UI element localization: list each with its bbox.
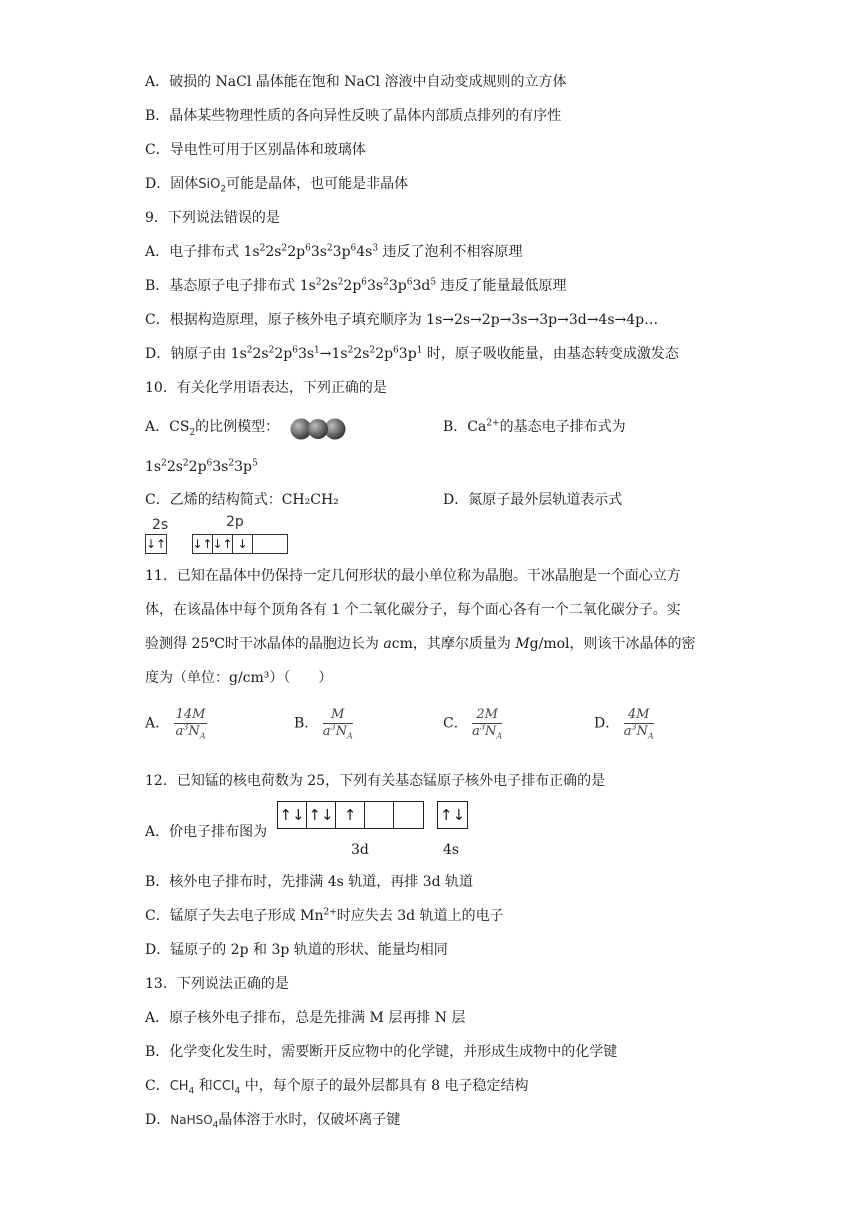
sio2-formula: SiO$_2$	[198, 177, 227, 195]
q11-line2: 体，在该晶体中每个顶角各有 1 个二氧化碳分子，每个面心各有一个二氧化碳分子。实	[145, 602, 681, 618]
q9-option-b: B．基态原子电子排布式 $1s^22s^22p^63s^23p^63d^5$ 违反了能量最低原理	[145, 277, 567, 294]
q11-option-c: C． $\frac{2M}{a^3N_A}$	[443, 707, 503, 741]
q10-stem: 10．有关化学用语表达，下列正确的是	[145, 380, 387, 396]
orbital-label-4s: 4s	[443, 842, 460, 858]
q8-option-c: C．导电性可用于区别晶体和玻璃体	[145, 142, 366, 158]
q10-b-config: $1s^22s^22p^63s^23p^5$	[145, 458, 258, 475]
orbital-box-3d	[277, 801, 424, 829]
q8-option-d	[145, 174, 408, 195]
orbital-cell	[365, 802, 394, 828]
orbital-cell	[253, 535, 287, 553]
q13-option-a: A．原子核外电子排布，总是先排满 M 层再排 N 层	[145, 1010, 466, 1026]
orbital-cell: ↑↓	[307, 802, 336, 828]
q11-option-b: B． $\frac{M}{a^3N_A}$	[294, 707, 353, 741]
q8-d-suffix: 可能是晶体，也可能是非晶体	[226, 176, 409, 192]
orbital-cell: ↓	[233, 535, 253, 553]
q10-option-c: C．乙烯的结构简式：CH₂CH₂	[145, 492, 339, 508]
orbital-cell: ↑↓	[278, 802, 307, 828]
q13-stem: 13．下列说法正确的是	[145, 976, 289, 992]
q12-option-c: C．锰原子失去电子形成 $Mn^{2+}$时应失去 3d 轨道上的电子	[145, 907, 504, 924]
q11-option-a: A． $\frac{14M}{a^3N_A}$	[145, 707, 206, 741]
q8-d-prefix: D．固体	[145, 176, 199, 192]
q12-stem: 12．已知锰的核电荷数为 25，下列有关基态锰原子核外电子排布正确的是	[145, 773, 606, 789]
q11-line1: 11．已知在晶体中仍保持一定几何形状的最小单位称为晶胞。干冰晶胞是一个面心立方	[145, 568, 681, 584]
orbital-cell: ↑	[336, 802, 365, 828]
q12-option-a: A．价电子排布图为	[145, 824, 268, 840]
q10-option-b: B．$Ca^{2+}$的基态电子排布式为	[443, 418, 626, 435]
cs2-space-filling-model-icon	[290, 417, 346, 441]
q11-option-d: D． $\frac{4M}{a^3N_A}$	[594, 707, 654, 741]
q11-line4: 度为（单位：g/cm³）（ ）	[145, 670, 333, 686]
q8-option-b: B．晶体某些物理性质的各向异性反映了晶体内部质点排列的有序性	[145, 108, 562, 124]
orbital-box-2p	[192, 534, 288, 554]
orbital-label-3d: 3d	[351, 842, 369, 858]
q11-line3: 验测得 25℃时干冰晶体的晶胞边长为 acm，其摩尔质量为 Mg/mol，则该干冰晶体的密	[145, 636, 696, 652]
q9-option-a: A．电子排布式 $1s^22s^22p^63s^23p^64s^3$ 违反了泡利不相容原理	[145, 243, 523, 260]
q9-stem: 9．下列说法错误的是	[145, 210, 280, 226]
q13-option-c: C．$CH_4$ 和CCl$_4$ 中，每个原子的最外层都具有 8 电子稳定结构	[145, 1078, 529, 1097]
orbital-cell: ↓↑	[212, 537, 233, 551]
q13-option-d: D．NaHSO$_4$晶体溶于水时，仅破坏离子键	[145, 1112, 401, 1131]
q12-option-b: B．核外电子排布时，先排满 4s 轨道，再排 3d 轨道	[145, 874, 474, 890]
orbital-box-2s	[145, 534, 167, 554]
q9-option-d: D．钠原子由 $1s^22s^22p^63s^1\to 1s^22s^22p^63p^1$ 时，原子吸收能量，由基态转变成激发态	[145, 345, 679, 362]
q8-option-a: A．破损的 NaCl 晶体能在饱和 NaCl 溶液中自动变成规则的立方体	[145, 74, 567, 90]
q10-option-d: D．氮原子最外层轨道表示式	[443, 492, 623, 508]
orbital-label-2p: 2p	[226, 514, 244, 530]
q9-option-c: C．根据构造原理，原子核外电子填充顺序为 1s→2s→2p→3s→3p→3d→4s→4p…	[145, 312, 659, 328]
orbital-cell: ↓↑	[145, 537, 167, 551]
q12-option-d: D．锰原子的 2p 和 3p 轨道的形状、能量均相同	[145, 942, 448, 958]
orbital-cell: ↑↓	[439, 806, 466, 824]
q13-option-b: B．化学变化发生时，需要断开反应物中的化学键，并形成生成物中的化学键	[145, 1044, 618, 1060]
orbital-cell: ↓↑	[192, 537, 213, 551]
orbital-label-2s: 2s	[152, 517, 169, 533]
orbital-cell	[394, 802, 423, 828]
orbital-box-4s	[437, 801, 468, 829]
q10-option-a: A．$CS_2$的比例模型：	[145, 419, 280, 438]
